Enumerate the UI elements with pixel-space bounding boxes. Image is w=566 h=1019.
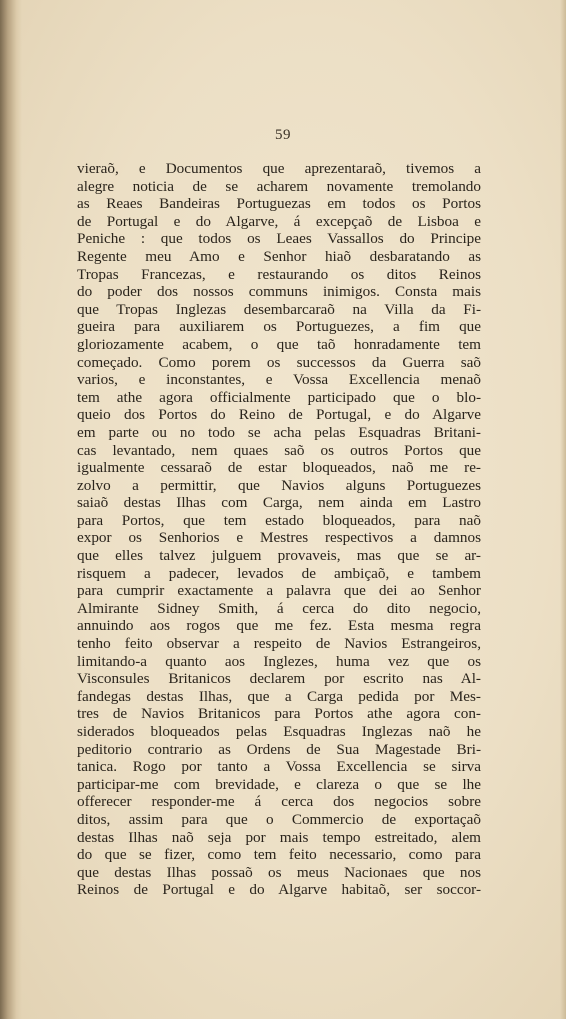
page-number: 59 <box>275 127 291 143</box>
text-line: Visconsules Britanicos declarem por escrito nas Al- <box>77 670 481 688</box>
text-line: risquem a padecer, levados de ambiçaõ, e tambem <box>77 564 481 582</box>
text-line: as Reaes Bandeiras Portuguezas em todos os Portos <box>77 195 481 213</box>
text-line: offerecer responder-me á cerca dos negocios sobre <box>77 793 481 811</box>
text-line: siderados bloqueados pelas Esquadras Inglezas naõ he <box>77 723 481 740</box>
text-line: limitando-a quanto aos Inglezes, huma vez que os <box>77 652 481 670</box>
text-line: Almirante Sidney Smith, á cerca do dito negocio, <box>77 599 481 617</box>
text-line: fandegas destas Ilhas, que a Carga pedida por Mes- <box>77 687 481 705</box>
text-line: varios, e inconstantes, e Vossa Excellencia menaõ <box>77 371 481 389</box>
text-line: para Portos, que tem estado bloqueados, para naõ <box>77 511 481 529</box>
text-line: tenho feito observar a respeito de Navios Estrangeiros, <box>77 635 481 653</box>
text-line: cas levantado, nem quaes saõ os outros Portos que <box>77 441 481 459</box>
text-line: que destas Ilhas possaõ os meus Nacionaes que nos <box>77 863 481 881</box>
text-line: Reinos de Portugal e do Algarve habitaõ, ser soccor- <box>77 881 481 899</box>
text-line: queio dos Portos do Reino de Portugal, e do Algarve <box>77 406 481 424</box>
text-line: peditorio contrario as Ordens de Sua Magestade Bri- <box>77 740 481 758</box>
text-line: de Portugal e do Algarve, á excepçaõ de Lisboa e <box>77 212 481 230</box>
text-line: do poder dos nossos communs inimigos. Consta mais <box>77 283 481 301</box>
text-line: saiaõ destas Ilhas com Carga, nem ainda em Lastro <box>77 494 481 512</box>
text-line: que elles talvez julguem provaveis, mas que se ar- <box>77 547 481 565</box>
body-text <box>77 160 481 899</box>
text-line: tanica. Rogo por tanto a Vossa Excellencia se sirva <box>77 758 481 776</box>
text-line: começado. Como porem os successos da Guerra saõ <box>77 353 481 371</box>
text-line: Tropas Francezas, e restaurando os ditos Reinos <box>77 265 481 283</box>
text-line: igualmente cessaraõ de estar bloqueados, naõ me re- <box>77 459 481 477</box>
binding-shadow <box>0 0 22 1019</box>
text-line: destas Ilhas naõ seja por mais tempo estreitado, alem <box>77 828 481 846</box>
text-line: tem athe agora officialmente participado que o blo- <box>77 388 481 406</box>
text-line: do que se fizer, como tem feito necessario, como para <box>77 846 481 864</box>
text-line: annuindo aos rogos que me fez. Esta mesma regra <box>77 617 481 635</box>
text-line: em parte ou no todo se acha pelas Esquadras Britani- <box>77 423 481 441</box>
text-line: tres de Navios Britanicos para Portos athe agora con- <box>77 705 481 723</box>
text-line: gloriozamente acabem, o que taõ honradamente tem <box>77 335 481 353</box>
text-line: ditos, assim para que o Commercio de exportaçaõ <box>77 810 481 828</box>
text-line: vieraõ, e Documentos que aprezentaraõ, tivemos a <box>77 160 481 177</box>
text-line: expor os Senhorios e Mestres respectivos a damnos <box>77 529 481 547</box>
text-line: gueira para auxiliarem os Portuguezes, a fim que <box>77 318 481 336</box>
page-edge <box>560 0 566 1019</box>
text-line: Regente meu Amo e Senhor hiaõ desbaratando as <box>77 247 481 265</box>
text-line: participar-me com brevidade, e clareza o que se lhe <box>77 775 481 793</box>
text-line: para cumprir exactamente a palavra que dei ao Senhor <box>77 582 481 600</box>
text-line: Peniche : que todos os Leaes Vassallos do Principe <box>77 230 481 248</box>
text-line: alegre noticia de se acharem novamente tremolando <box>77 177 481 195</box>
text-line: que Tropas Inglezas desembarcaraõ na Villa da Fi- <box>77 300 481 318</box>
text-line: zolvo a permittir, que Navios alguns Portuguezes <box>77 476 481 494</box>
